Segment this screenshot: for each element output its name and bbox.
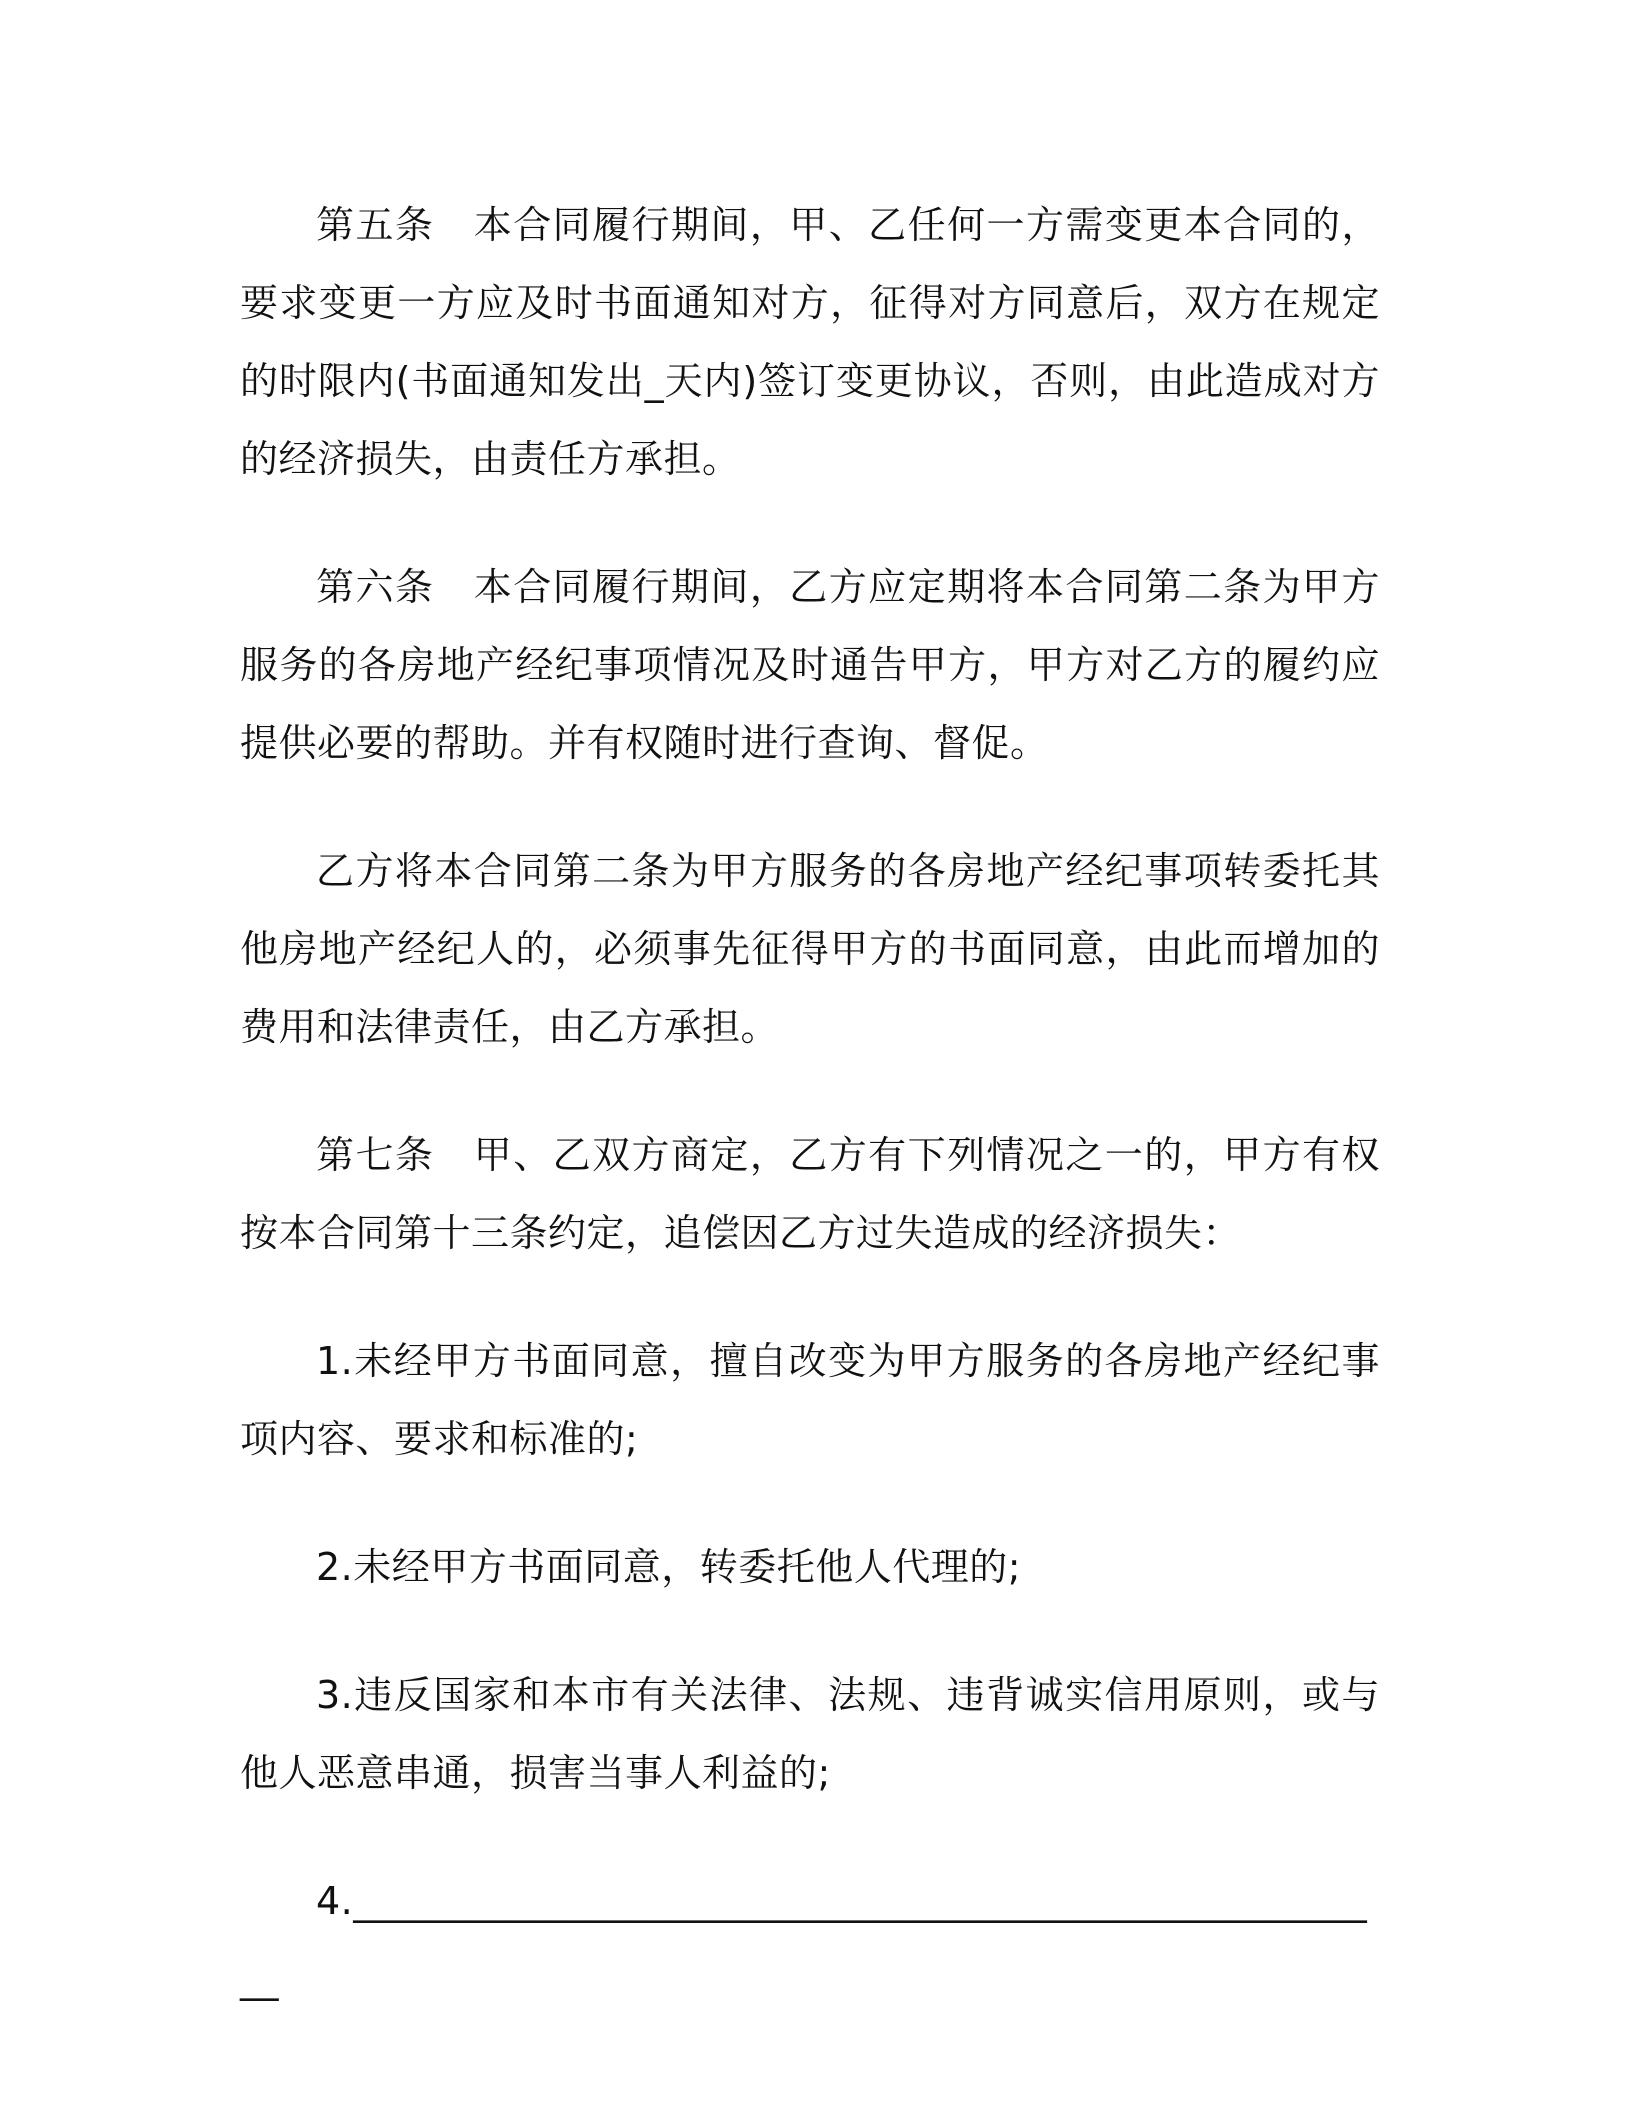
article-5-paragraph: 第五条 本合同履行期间，甲、乙任何一方需变更本合同的，要求变更一方应及时书面通知对方，征得对方同意后，双方在规定的时限内(书面通知发出_天内)签订变更协议，否则，由此造成对方的经济损失，由责任方承担。 bbox=[240, 203, 1380, 481]
article-7-item-1: 1.未经甲方书面同意，擅自改变为甲方服务的各房地产经纪事项内容、要求和标准的; bbox=[240, 1339, 1380, 1461]
article-7-item-2: 2.未经甲方书面同意，转委托他人代理的; bbox=[316, 1545, 1022, 1589]
article-7-item-4-blank: 4.______________________________________________________ bbox=[240, 1879, 1368, 2001]
article-7-paragraph: 第七条 甲、乙双方商定，乙方有下列情况之一的，甲方有权按本合同第十三条约定，追偿因乙方过失造成的经济损失： bbox=[240, 1133, 1380, 1255]
document-body bbox=[240, 186, 1380, 2068]
article-6-subparagraph: 乙方将本合同第二条为甲方服务的各房地产经纪事项转委托其他房地产经纪人的，必须事先征得甲方的书面同意，由此而增加的费用和法律责任，由乙方承担。 bbox=[240, 849, 1380, 1049]
article-6-paragraph: 第六条 本合同履行期间，乙方应定期将本合同第二条为甲方服务的各房地产经纪事项情况及时通告甲方，甲方对乙方的履约应提供必要的帮助。并有权随时进行查询、督促。 bbox=[240, 565, 1380, 765]
article-7-item-3: 3.违反国家和本市有关法律、法规、违背诚实信用原则，或与他人恶意串通，损害当事人利益的; bbox=[240, 1673, 1380, 1795]
